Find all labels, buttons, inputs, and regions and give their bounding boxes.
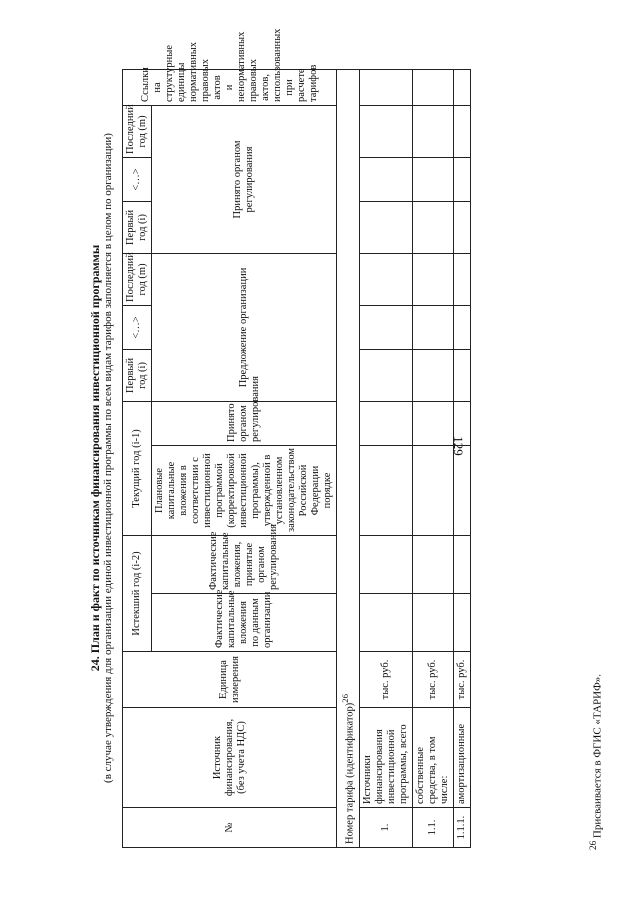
cell [412, 201, 453, 253]
header-accepted-reg: Принято органом регулирования [152, 401, 337, 445]
table-row [359, 69, 412, 847]
header-planned: Плановые капитальные вложения в соответствии с инвестиционной программой (корректировкой инвестиционной программы), утвержденной в установленном законодательством Российской Федерации порядке [152, 445, 337, 535]
header-prev-year: Истекший год (i-2) [123, 535, 152, 651]
cell [453, 594, 470, 652]
row-unit: тыс. руб. [359, 652, 412, 708]
header-unit: Единица измерения [123, 652, 337, 708]
cell [412, 305, 453, 349]
row-source: собственные средства, в том числе: [412, 708, 453, 808]
tariff-id-label [337, 69, 360, 847]
cell [453, 305, 470, 349]
cell [453, 105, 470, 157]
investment-financing-table [122, 28, 471, 848]
cell [359, 253, 412, 305]
cell [412, 535, 453, 593]
header-accepted-last: Последний год (m) [123, 105, 152, 157]
cell [412, 445, 453, 535]
cell [359, 349, 412, 401]
header-proposal-first: Первый год (i) [123, 349, 152, 401]
cell [412, 401, 453, 445]
page-number: 129 [450, 436, 466, 456]
header-accepted-first: Первый год (i) [123, 201, 152, 253]
cell [453, 157, 470, 201]
table-row [412, 69, 453, 847]
footnote [588, 674, 604, 850]
cell [453, 253, 470, 305]
tariff-id-text: Номер тарифа (идентификатор) [344, 702, 356, 844]
cell [359, 535, 412, 593]
table-subtitle: (в случае утверждения для организации единой инвестиционной программы по всем видам тарифов заполняется в целом по организации) [102, 133, 114, 783]
footnote-marker: 26 [588, 840, 598, 850]
cell [412, 349, 453, 401]
header-proposal-last: Последний год (m) [123, 253, 152, 305]
footnote-text: Присваивается в ФГИС «ТАРИФ». [591, 673, 604, 839]
rotated-table-sheet [88, 28, 558, 848]
row-num: 1.1. [412, 808, 453, 848]
row-num: 1. [359, 808, 412, 848]
row-source: Источники финансирования инвестиционной программы, всего [359, 708, 412, 808]
cell [453, 445, 470, 535]
header-refs: Ссылки на структурные единицы нормативных правовых актов и ненормативных правовых актов, использованных при расчете тарифов [123, 69, 337, 105]
header-fact-reg: Фактические капитальные вложения, принятые органом регулирования [152, 535, 337, 593]
row-unit: тыс. руб. [453, 652, 470, 708]
cell [412, 157, 453, 201]
cell [359, 105, 412, 157]
header-current-year: Текущий год (i-1) [123, 401, 152, 535]
row-num: 1.1.1. [453, 808, 470, 848]
cell [412, 594, 453, 652]
cell [359, 201, 412, 253]
cell [359, 594, 412, 652]
cell [359, 445, 412, 535]
cell [453, 201, 470, 253]
tariff-id-row [337, 69, 360, 847]
cell [412, 105, 453, 157]
row-unit: тыс. руб. [412, 652, 453, 708]
header-row-1 [123, 69, 152, 847]
header-accepted-ellipsis: <…> [123, 157, 152, 201]
cell [412, 69, 453, 105]
cell [359, 157, 412, 201]
header-fact-org: Фактические капитальные вложения по данным организации [152, 594, 337, 652]
cell [453, 401, 470, 445]
cell [453, 69, 470, 105]
row-source: амортизационные [453, 708, 470, 808]
table-row [453, 69, 470, 847]
header-proposal: Предложение организации [152, 253, 337, 401]
cell [453, 535, 470, 593]
header-num: № [123, 808, 337, 848]
cell [453, 349, 470, 401]
header-accepted: Принято органом регулирования [152, 105, 337, 253]
cell [359, 401, 412, 445]
cell [412, 253, 453, 305]
header-proposal-ellipsis: <…> [123, 305, 152, 349]
cell [359, 305, 412, 349]
header-source: Источник финансирования, (без учета НДС) [123, 708, 337, 808]
cell [359, 69, 412, 105]
tariff-id-footnote-marker: 26 [340, 693, 350, 703]
table-title: 24. План и факт по источникам финансирования инвестиционной программы [88, 244, 102, 672]
